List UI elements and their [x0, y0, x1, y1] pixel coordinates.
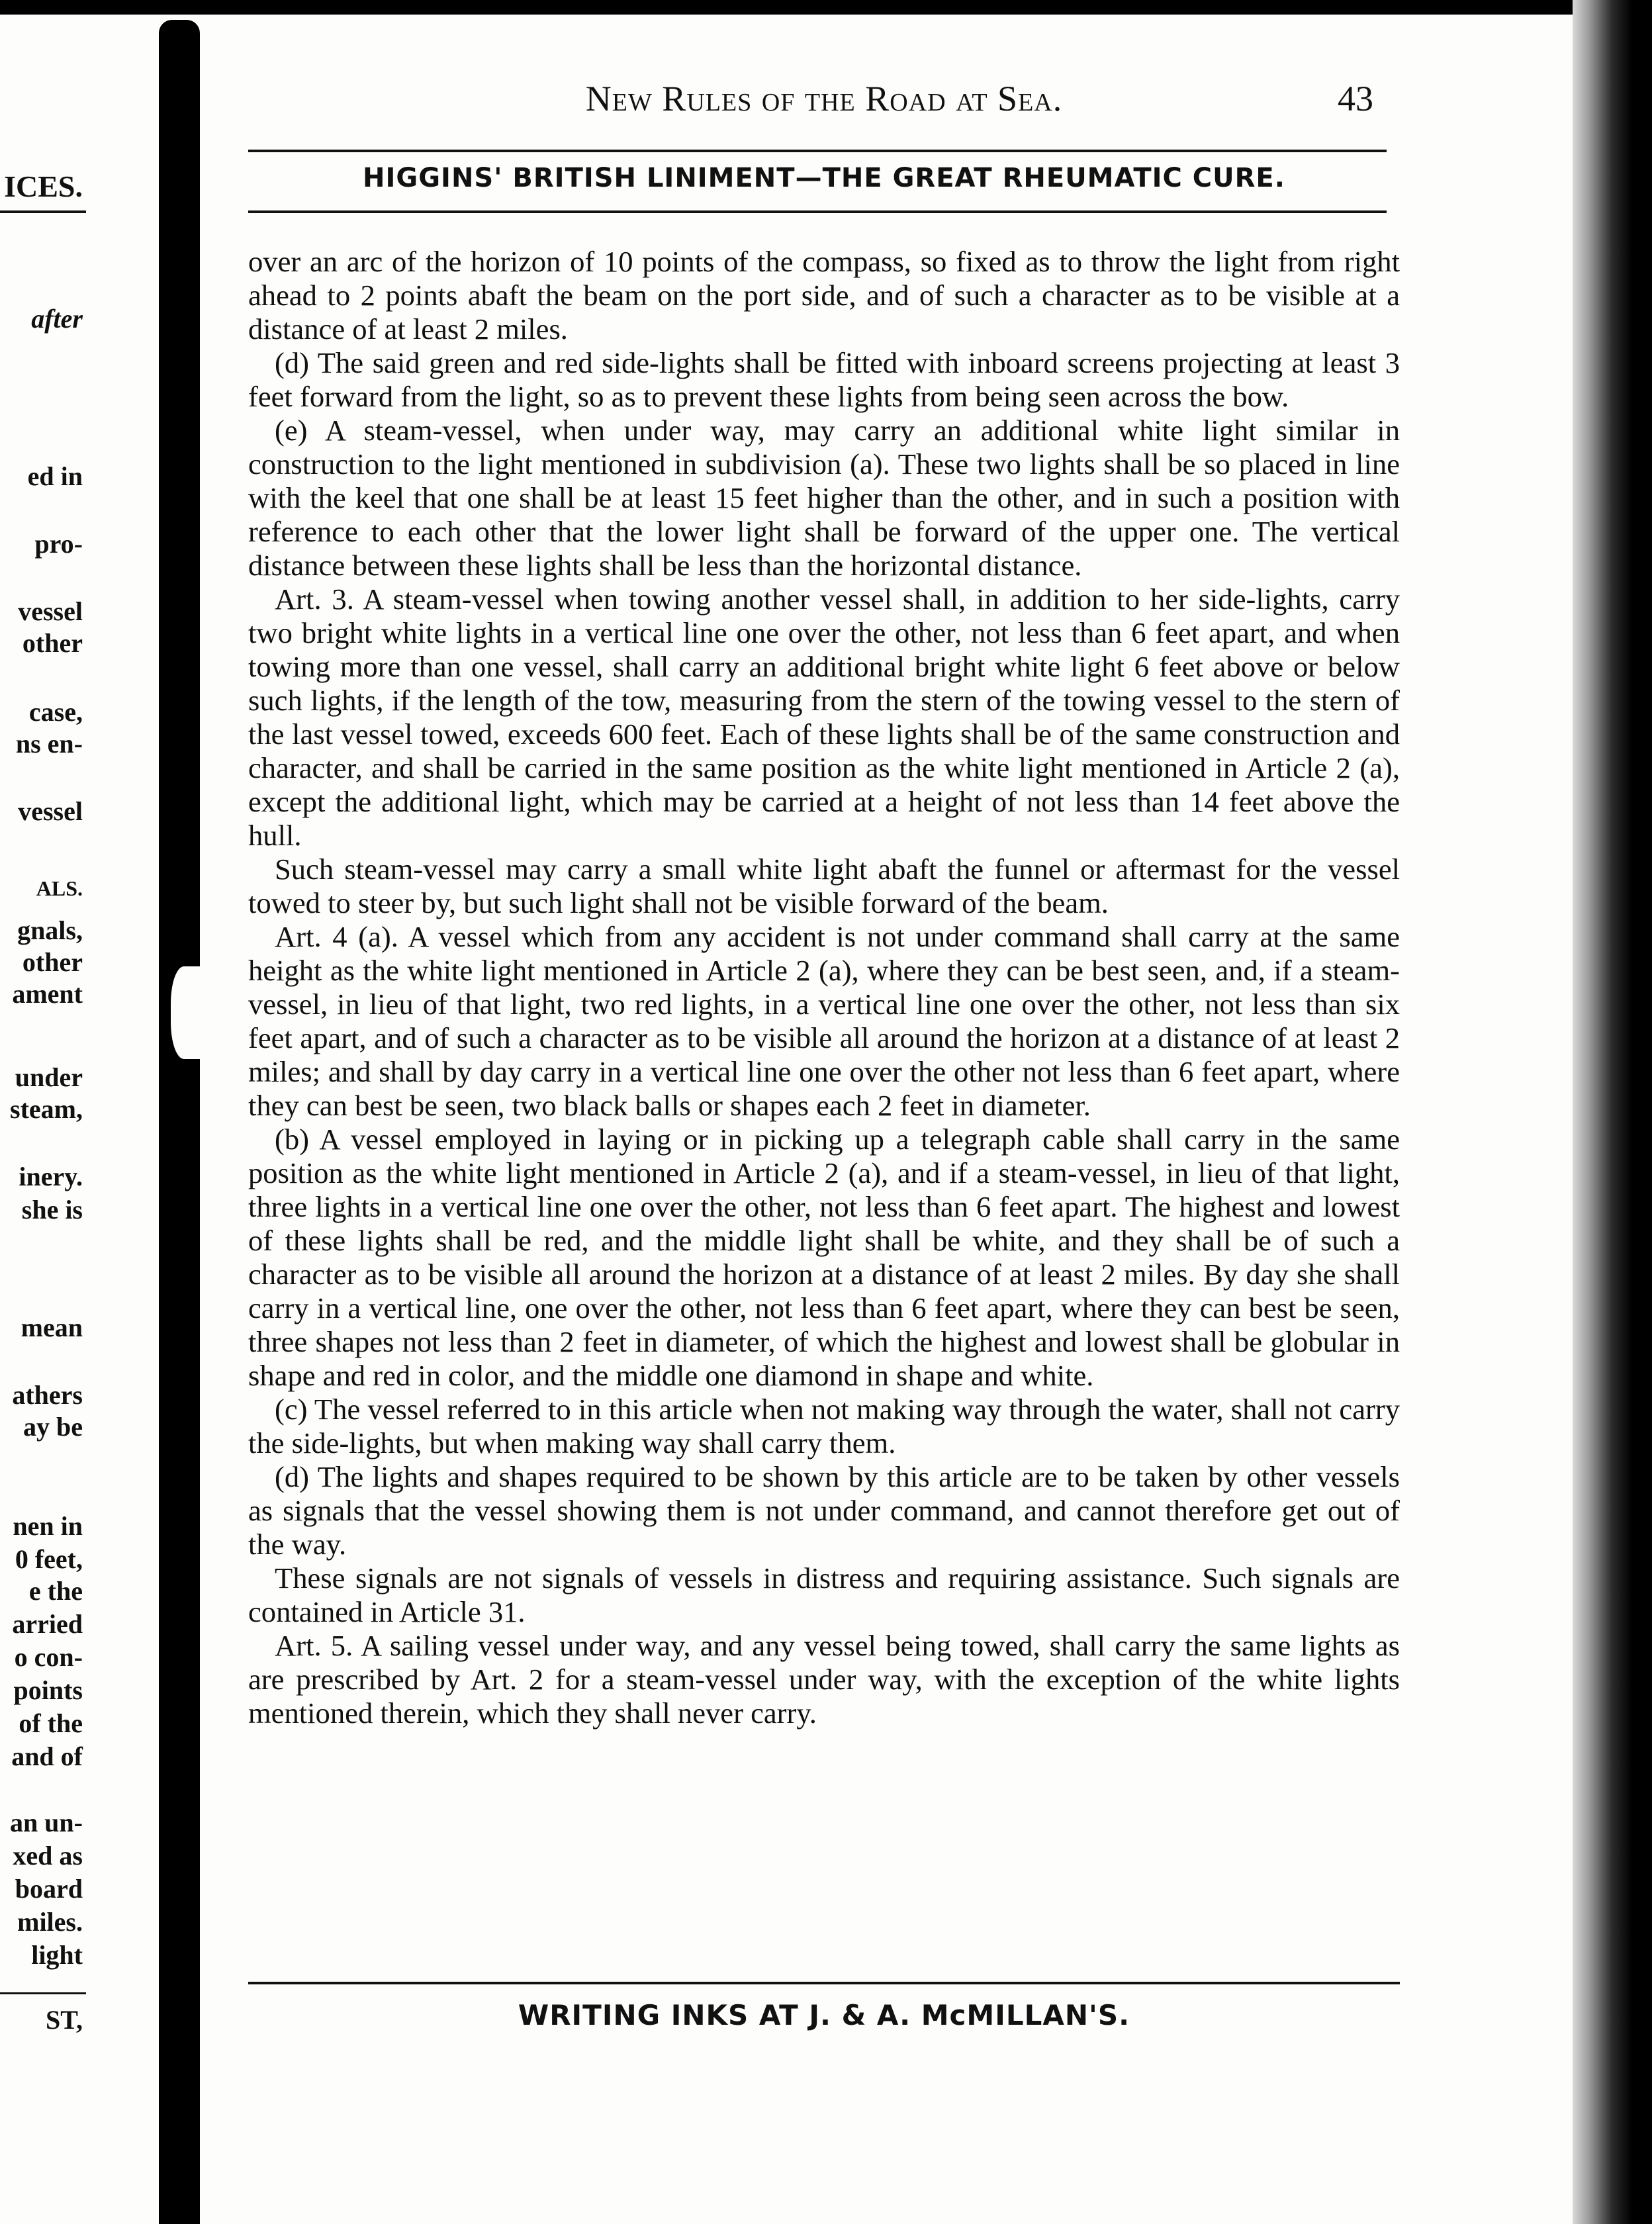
left-fragment: ALS. [36, 876, 83, 900]
paragraph: Art. 4 (a). A vessel which from any accident is not under command shall carry at the same height as the white light mentioned in Article 2 (a), where they can be best seen, and, if a steam-vessel, in lieu of that light, two red lights, in a vertical line one over the other, not less than six feet apart, and of such a character as to be visible all around the horizon at a distance of at least 2 miles; and shall by day carry in a vertical line one over the other not less than 6 feet apart, where they can best be seen, two black balls or shapes each 2 feet in diameter. [248, 920, 1400, 1122]
left-fragment: other [22, 628, 83, 658]
paragraph: (e) A steam-vessel, when under way, may carry an additional white light similar in construction to the light mentioned in subdivision (a). These two lights shall be so placed in line with the keel that one shall be at least 15 feet higher than the other, and in such a position with reference to each other that the lower light shall be forward of the upper one. The vertical distance between these lights shall be less than the horizontal distance. [248, 414, 1400, 582]
paragraph: (d) The said green and red side-lights shall be fitted with inboard screens projecting at least 3 feet forward from the light, so as to prevent these lights from being seen across the bow. [248, 346, 1400, 413]
paragraph: Such steam-vessel may carry a small white light abaft the funnel or aftermast for the vessel towed to steer by, but such light shall not be visible forward of the beam. [248, 853, 1400, 919]
paragraph: over an arc of the horizon of 10 points of the compass, so fixed as to throw the light from right ahead to 2 points abaft the beam on the port side, and of such a character as to be visible at a distance of at least 2 miles. [248, 245, 1400, 346]
left-fragment: athers [12, 1380, 83, 1410]
left-fragment: after [31, 304, 83, 334]
paragraph: (d) The lights and shapes required to be shown by this article are to be taken by other vessels as signals that the vessel showing them is not under command, and cannot therefore get out of the way. [248, 1460, 1400, 1561]
left-fragment: vessel [18, 596, 83, 626]
top-advertisement: HIGGINS' BRITISH LINIMENT—THE GREAT RHEUMATIC CURE. [363, 163, 1285, 193]
paragraph: (c) The vessel referred to in this article when not making way through the water, shall not carry the side-lights, but when making way shall carry them. [248, 1393, 1400, 1460]
left-fragment: inery. [19, 1162, 83, 1191]
running-head [248, 78, 1400, 124]
left-fragment: e the [28, 1576, 83, 1606]
left-fragment: steam, [10, 1094, 83, 1124]
advert-rule [248, 210, 1387, 213]
left-fragment: mean [21, 1313, 83, 1342]
left-fragment: light [31, 1940, 83, 1970]
paragraph: Art. 3. A steam-vessel when towing another vessel shall, in addition to her side-lights, carry two bright white lights in a vertical line one over the other, not less than 6 feet apart, and when towing more than one vessel, shall carry an additional bright white light 6 feet above or below such lights, if the length of the tow, measuring from the stern of the towing vessel to the stern of the last vessel towed, exceeds 600 feet. Each of these lights shall be of the same construction and character, and shall be carried in the same position as the white light mentioned in Article 2 (a), except the additional light, which may be carried at a height of not less than 14 feet above the hull. [248, 582, 1400, 852]
main-page [248, 0, 1400, 2224]
left-fragment: ed in [27, 461, 83, 491]
left-fragment: other [22, 947, 83, 977]
left-fragment: and of [11, 1741, 83, 1771]
footer-rule [248, 1982, 1400, 1984]
left-fragment: of the [19, 1708, 83, 1738]
left-fragment: arried [12, 1609, 83, 1639]
left-fragment: an un- [9, 1808, 83, 1837]
left-fragment: xed as [13, 1841, 83, 1871]
scan-right-border [1573, 0, 1652, 2224]
paragraph: Art. 5. A sailing vessel under way, and any vessel being towed, shall carry the same lights as are prescribed by Art. 2 for a steam-vessel under way, with the exception of the white lights mentioned therein, which they shall never carry. [248, 1629, 1400, 1730]
left-fragment: ST, [46, 2005, 83, 2035]
left-fragment: nen in [13, 1511, 83, 1541]
left-fragment: vessel [18, 796, 83, 826]
left-page-rule [0, 1992, 86, 1994]
running-title: New Rules of the Road at Sea. [585, 79, 1063, 118]
left-fragment: board [15, 1874, 83, 1904]
left-fragment: ay be [23, 1412, 83, 1442]
left-page-rule [0, 210, 86, 213]
left-fragment: ament [12, 979, 83, 1009]
left-fragment: case, [28, 697, 83, 727]
page-number: 43 [1338, 79, 1373, 118]
left-fragment: ICES. [4, 169, 83, 203]
spine-notch [171, 966, 204, 1059]
left-fragment: she is [21, 1195, 83, 1225]
book-spine-gutter [159, 20, 200, 2224]
article-body [248, 245, 1400, 1730]
left-facing-page [0, 0, 159, 2224]
header-rule [248, 150, 1387, 152]
left-fragment: points [13, 1675, 83, 1705]
left-fragment: under [15, 1062, 83, 1092]
left-fragment: o con- [14, 1642, 83, 1672]
paragraph: (b) A vessel employed in laying or in picking up a telegraph cable shall carry in the same position as the white light mentioned in Article 2 (a), and if a steam-vessel, in lieu of that light, three lights in a vertical line one over the other, not less than 6 feet apart. The highest and lowest of these lights shall be red, and the middle light shall be white, and they shall be of such a character as to be visible all around the horizon at a distance of at least 2 miles. By day she shall carry in a vertical line, one over the other, not less than 6 feet apart, where they can best be seen, three shapes not less than 2 feet in diameter, of which the highest and lowest shall be globular in shape and red in color, and the middle one diamond in shape and white. [248, 1123, 1400, 1392]
left-fragment: 0 feet, [15, 1544, 83, 1574]
left-fragment: gnals, [17, 915, 83, 945]
left-fragment: miles. [17, 1907, 83, 1937]
left-fragment: ns en- [15, 729, 83, 759]
paragraph: These signals are not signals of vessels in distress and requiring assistance. Such signals are contained in Article 31. [248, 1561, 1400, 1628]
bottom-advertisement: WRITING INKS AT J. & A. McMILLAN'S. [518, 1999, 1130, 2031]
left-fragment: pro- [34, 529, 83, 559]
